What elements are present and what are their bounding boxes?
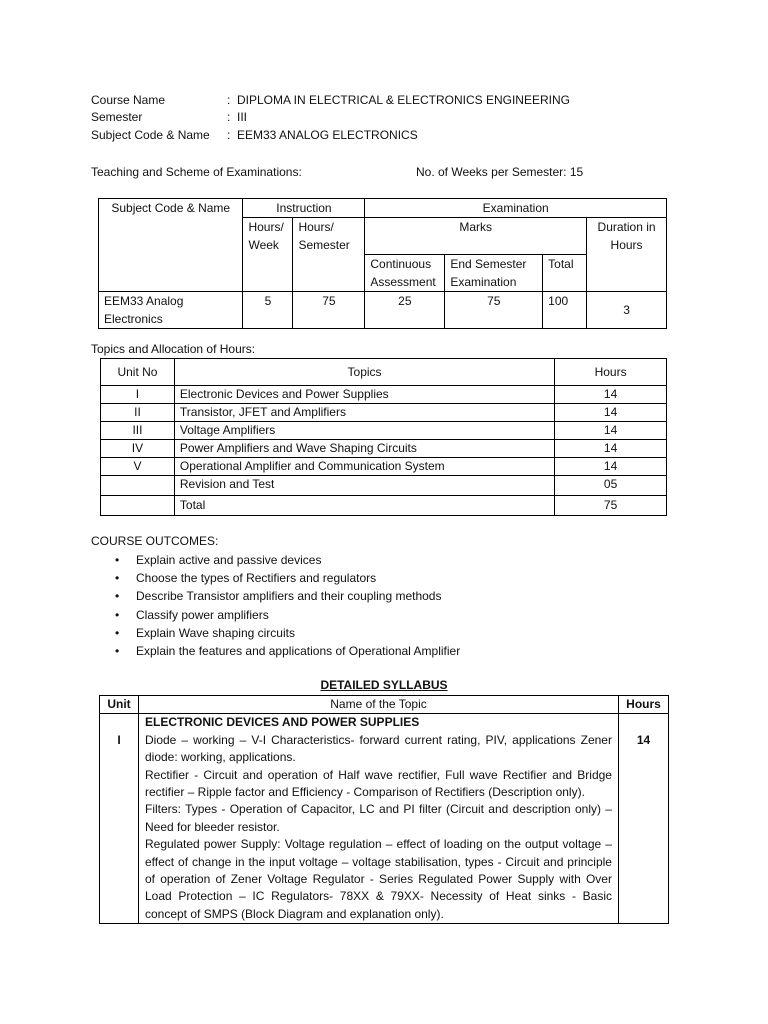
bullet-icon: •: [115, 625, 120, 640]
colon: :: [227, 128, 231, 142]
list-item: [110, 642, 460, 660]
topics-title: Topics and Allocation of Hours:: [91, 342, 256, 356]
table-row: [101, 422, 667, 440]
subject-row: [91, 127, 418, 144]
outcome-text: Explain Wave shaping circuits: [136, 625, 295, 640]
row-total: 100: [543, 291, 587, 328]
bullet-icon: •: [115, 589, 120, 604]
outcome-text: Explain the features and applications of Operational Amplifier: [136, 644, 461, 659]
table-row: [101, 386, 667, 404]
semester-label: Semester: [91, 110, 143, 124]
teaching-title: Teaching and Scheme of Examinations:: [91, 165, 302, 179]
colon: :: [227, 110, 231, 124]
row-continuous: 25: [365, 291, 445, 328]
header-hours-week: Hours/ Week: [243, 218, 293, 292]
unit-cell: III: [101, 422, 175, 440]
course-name-label: Course Name: [91, 93, 166, 107]
course-name-row: [91, 92, 570, 109]
row-hours-semester: 75: [293, 291, 365, 328]
topics-header-topics: Topics: [174, 359, 554, 386]
header-total: Total: [543, 254, 587, 291]
list-item: [110, 624, 460, 642]
list-item: [110, 606, 460, 624]
outcomes-list: [110, 551, 460, 660]
table-row: [101, 476, 667, 496]
outcome-text: Describe Transistor amplifiers and their coupling methods: [136, 589, 442, 604]
topic-cell: Transistor, JFET and Amplifiers: [174, 404, 554, 422]
topic-cell: Voltage Amplifiers: [174, 422, 554, 440]
syllabus-header-unit: Unit: [100, 696, 139, 714]
table-row: [100, 714, 669, 924]
syllabus-content: [138, 714, 618, 924]
unit-cell: I: [101, 386, 175, 404]
header-marks: Marks: [365, 218, 587, 255]
topic-cell: Revision and Test: [174, 476, 554, 496]
topic-cell: Total: [174, 496, 554, 516]
topic-cell: Power Amplifiers and Wave Shaping Circuits: [174, 440, 554, 458]
hours-cell: 05: [555, 476, 667, 496]
outcome-text: Choose the types of Rectifiers and regulators: [136, 571, 377, 586]
bullet-icon: •: [115, 553, 120, 567]
header-continuous: Continuous Assessment: [365, 254, 445, 291]
topics-header-hours: Hours: [555, 359, 667, 386]
topics-header-unit: Unit No: [101, 359, 175, 386]
weeks-per-semester: No. of Weeks per Semester: 15: [416, 165, 584, 179]
hours-cell: 14: [555, 404, 667, 422]
table-row: [101, 440, 667, 458]
list-item: [110, 551, 460, 569]
unit-cell: [101, 496, 175, 516]
list-item: [110, 569, 460, 587]
hours-cell: 14: [555, 440, 667, 458]
bullet-icon: •: [115, 644, 120, 659]
syllabus-title: DETAILED SYLLABUS: [320, 678, 448, 692]
syllabus-table: [99, 695, 669, 924]
syllabus-heading: ELECTRONIC DEVICES AND POWER SUPPLIES: [144, 715, 420, 730]
syllabus-header-name: Name of the Topic: [138, 696, 618, 714]
row-subject: EEM33 Analog Electronics: [99, 291, 243, 328]
header-duration: Duration in Hours: [587, 218, 667, 255]
course-name-value: DIPLOMA IN ELECTRICAL & ELECTRONICS ENGINEERING: [237, 93, 570, 107]
hours-cell: 14: [555, 422, 667, 440]
list-item: [110, 587, 460, 605]
header-hours-semester: Hours/ Semester: [293, 218, 365, 292]
topic-cell: Electronic Devices and Power Supplies: [174, 386, 554, 404]
table-row: [101, 458, 667, 476]
scheme-table: [98, 198, 667, 329]
unit-cell: V: [101, 458, 175, 476]
header-end-semester: End Semester Examination: [445, 254, 543, 291]
unit-cell: [101, 476, 175, 496]
unit-cell: IV: [101, 440, 175, 458]
colon: :: [227, 93, 231, 107]
syllabus-paragraph: Filters: Types - Operation of Capacitor, LC and PI filter (Circuit and description only) – Need for bleeder resistor.: [144, 802, 612, 834]
syllabus-header-hours: Hours: [618, 696, 668, 714]
table-row: [101, 404, 667, 422]
hours-cell: 75: [555, 496, 667, 516]
unit-cell: II: [101, 404, 175, 422]
topics-table: [100, 358, 667, 516]
bullet-icon: •: [115, 607, 120, 622]
topic-cell: Operational Amplifier and Communication System: [174, 458, 554, 476]
hours-cell: 14: [555, 458, 667, 476]
row-duration: 3: [587, 291, 667, 328]
header-examination: Examination: [365, 199, 667, 218]
bullet-icon: •: [115, 571, 120, 586]
outcomes-title: COURSE OUTCOMES:: [91, 534, 219, 548]
outcome-text: Explain active and passive devices: [136, 553, 322, 567]
row-hours-week: 5: [243, 291, 293, 328]
hours-cell: 14: [555, 386, 667, 404]
header-subject: Subject Code & Name: [99, 199, 243, 292]
syllabus-unit: I: [100, 714, 139, 924]
syllabus-paragraph: Rectifier - Circuit and operation of Half wave rectifier, Full wave Rectifier and Bridge rectifier – Ripple factor and Efficiency - Comparison of Rectifiers (Description only).: [144, 767, 612, 800]
outcome-text: Classify power amplifiers: [136, 607, 269, 622]
semester-value: III: [237, 110, 248, 124]
subject-label: Subject Code & Name: [91, 128, 210, 142]
table-row: [101, 496, 667, 516]
header-instruction: Instruction: [243, 199, 365, 218]
semester-row: [91, 109, 247, 126]
header-duration-blank: [587, 254, 667, 291]
row-end-semester: 75: [445, 291, 543, 328]
syllabus-paragraph: Regulated power Supply: Voltage regulation – effect of loading on the output voltage – effect of change in the input voltage – voltage stabilisation, types - Circuit and principle of operation of Zener Voltage Regulator - Series Regulated Power Supply with Over Load Protection – IC Regulators- 78XX & 79XX- Necessity of Heat sinks - Basic concept of SMPS (Block Diagram and explanation only).: [144, 837, 612, 921]
syllabus-paragraph: Diode – working – V-I Characteristics- forward current rating, PIV, applications Zener diode: working, applications.: [144, 732, 612, 765]
syllabus-hours: 14: [618, 714, 668, 924]
subject-value: EEM33 ANALOG ELECTRONICS: [237, 128, 418, 142]
